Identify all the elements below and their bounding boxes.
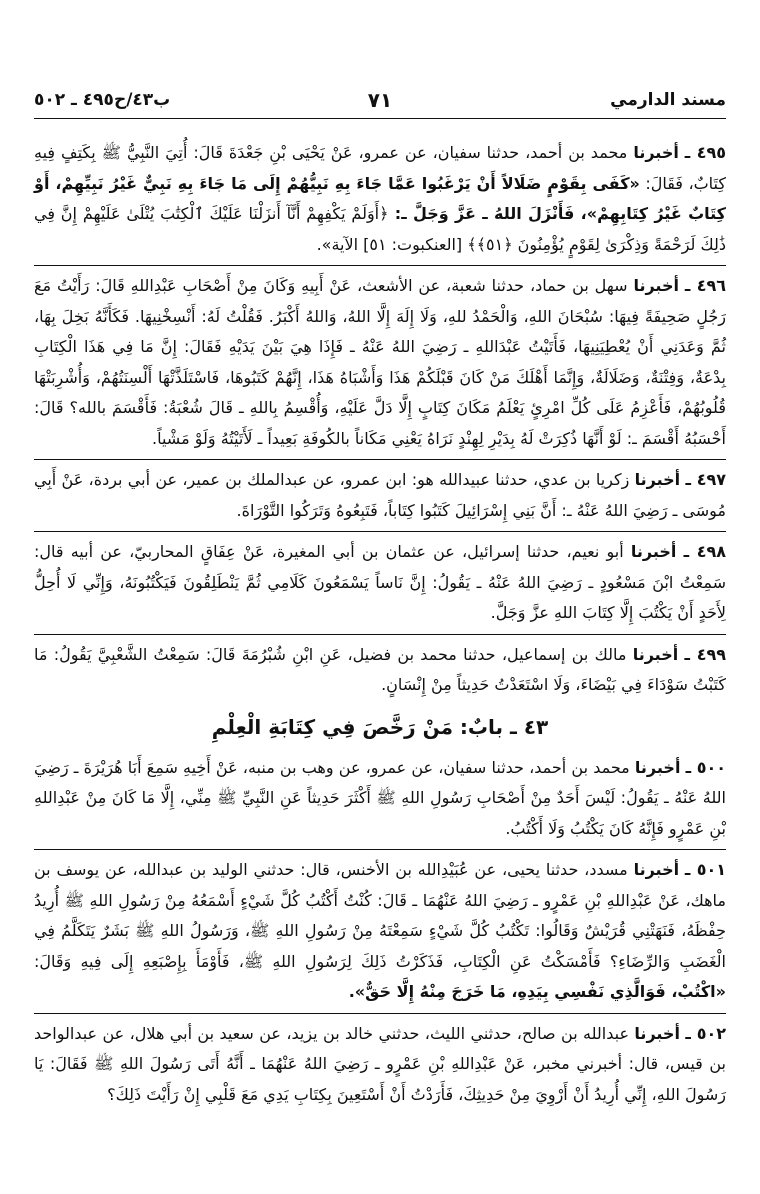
hadith-text: سهل بن حماد، حدثنا شعبة، عن الأشعث، عَنْ أَبِيهِ وَكَانَ مِنْ أَصْحَابِ عَبْدِاللهِ قَالَ: رَأَيْتُ مَعَ رَجُلٍ صَحِيفَةً فِيهَا: سُبْحَانَ اللهِ، وَالْحَمْدُ للهِ، وَلَا إِلَهَ إِلَّا اللهُ، وَاللهُ أَكْبَرُ. فَقُلْتُ لَهُ: أَنْسِخْنِيهَا. فَكَأَنَّهُ بَخِلَ بِهَا، ثُمَّ وَعَدَنِي أَنْ يُعْطِيَنِيهَا، فَأَتَيْتُ عَبْدَاللهِ ـ رَضِيَ اللهُ عَنْهُ ـ فَإِذَا هِيَ بَيْنَ يَدَيْهِ فَقَالَ: إِنَّ مَا فِي هَذَا الْكِتَابِ بِدْعَةٌ، وَفِتْنَةٌ، وَضَلَالَةٌ، وَإِنَّمَا أَهْلَكَ مَنْ كَانَ قَبْلَكُمْ هَذَا وَأَشْبَاهُ هَذَا، إِنَّهُمْ كَتَبُوهَا، فَاسْتَلَذَّتْهَا أَلْسِنَتُهُمْ، وَأُشْرِبَتْهَا قُلُوبُهُمْ، فَأَعْزِمُ عَلَى كُلِّ امْرِئٍ يَعْلَمُ مَكَانَ كِتَابٍ إِلَّا دَلَّ عَلَيْهِ، وَأُقْسِمُ بِاللهِ ـ قَالَ شُعْبَةُ: فَأَقْسَمَ بالله؟ قَالَ: أَحْسَبُهُ أَقْسَمَ ـ: لَوْ أَنَّهَا ذُكِرَتْ لَهُ بِدَيْرِ لِهِنْدٍ نَرَاهُ يَعْنِي مَكَاناً بالكُوفَةِ بَعِيداً ـ لَأَتَيْتُهُ وَلَوْ مَشْياً. (34, 276, 726, 448)
hadith-paragraph (34, 634, 726, 701)
hadith-text: محمد بن أحمد، حدثنا سفيان، عن عمرو، عَنْ يَحْيَى بْنِ جَعْدَةَ قَالَ: أُتِيَ النَّبِيُّ ﷺ بِكَتِفٍ فِيهِ كِتَابٌ، فَقَالَ: (34, 143, 726, 193)
hadith-text: مالك بن إسماعيل، حدثنا محمد بن فضيل، عَنِ ابْنِ شُبْرُمَةَ قَالَ: سَمِعْتُ الشَّعْبِيَّ يَقُولُ: مَا كَتَبْتُ سَوْدَاءَ فِي بَيْضَاءَ، وَلَا اسْتَعَدْتُ حَدِيثاً مِنْ إِنْسَانٍ. (34, 644, 726, 694)
chapter-hadith-range: ب٤٣/ح٤٩٥ ـ ٥٠٢ (34, 90, 171, 110)
narration-intro: أخبرنا (633, 860, 680, 879)
narration-intro: أخبرنا (632, 644, 679, 664)
book-title: مسند الدارمي (610, 90, 726, 110)
hadith-paragraph (34, 849, 726, 1008)
narration-intro: أخبرنا (634, 757, 681, 777)
hadith-paragraph (34, 753, 726, 845)
hadith-text: [العنكبوت: ٥١] الآية». (316, 234, 468, 254)
hadith-paragraph (34, 531, 726, 629)
narration-intro: أخبرنا (633, 143, 679, 162)
hadith-paragraph (34, 459, 726, 526)
prophetic-quote: «اكْتُبْ، فَوَالَّذِي نَفْسِي بِيَدِهِ، مَا خَرَجَ مِنْهُ إِلَّا حَقٌّ». (348, 982, 726, 1001)
running-header (34, 88, 726, 119)
hadith-number: ٤٩٩ ـ (684, 644, 726, 664)
hadith-text: عبدالله بن صالح، حدثني الليث، حدثني خالد بن يزيد، عن سعيد بن أبي هلال، عن عبدالواحد بن قيس، قال: أخبرني مخبر، عَنْ عَبْدِاللهِ بْنِ عَمْرٍو ـ رَضِيَ اللهُ عَنْهُمَا ـ أَنَّهُ أَتَى رَسُولَ اللهِ ﷺ فَقَالَ: يَا رَسُولَ اللهِ، إِنِّي أُرِيدُ أَنْ أَرْوِيَ مِنْ حَدِيثِكَ، فَأَرَدْتُ أَنْ أَسْتَعِينَ بِكِتَابِ يَدِي مَعَ قَلْبِي إِنْ رَأَيْتَ ذَلِكَ؟ (34, 1023, 726, 1104)
hadith-number: ٤٩٥ ـ (684, 143, 727, 162)
prophetic-quote: «كَفَى بِقَوْمٍ ضَلَالاً أَنْ يَرْغَبُوا عَمَّا جَاءَ بِهِ نَبِيُّهُمْ إِلَى مَا جَاءَ بِهِ نَبِيٌّ غَيْرُ نَبِيِّهِمْ، أَوْ كِتَابٌ غَيْرُ كِتَابِهِمْ» (34, 173, 726, 223)
hadith-text: أبو نعيم، حدثنا إسرائيل، عن عثمان بن أبي المغيرة، عَنْ عِفَاقٍ المحاربيّ، عن أبيه قال: سَمِعْتُ ابْنَ مَسْعُودٍ ـ رَضِيَ اللهُ عَنْهُ ـ يَقُولُ: إِنَّ نَاساً يَسْمَعُونَ كَلَامِي ثُمَّ يَنْطَلِقُونَ فَيَكْتُبُونَهُ، وَإِنِّي لَا أُحِلُّ لِأَحَدٍ أَنْ يَكْتُبَ إِلَّا كِتَابَ اللهِ عزَّ وَجَلَّ. (34, 542, 726, 622)
hadith-group-before-chapter (34, 138, 726, 701)
hadith-number: ٤٩٦ ـ (684, 276, 726, 295)
hadith-paragraph (34, 1013, 726, 1111)
hadith-paragraph (34, 138, 726, 260)
hadith-text: زكريا بن عدي، حدثنا عبيدالله هو: ابن عمرو، عن عبدالملك بن عمير، عن أبي بردة، عَنْ أَبِي مُوسَى ـ رَضِيَ اللهُ عَنْهُ ـ: أَنَّ بَنِي إِسْرَائِيلَ كَتَبُوا كِتَاباً، فَتَبِعُوهُ وَتَرَكُوا التَّوْرَاةَ. (34, 470, 726, 520)
hadith-group-after-chapter (34, 753, 726, 1111)
narration-intro: أخبرنا (633, 276, 679, 295)
page-number: ٧١ (367, 88, 393, 112)
hadith-text: مسدد، حدثنا يحيى، عن عُبَيْدِالله بن الأخنس، قال: حدثني الوليد بن عبدالله، عن يوسف بن ماهك، عَنْ عَبْدِاللهِ بْنِ عَمْرٍو ـ رَضِيَ اللهُ عَنْهُمَا ـ قَالَ: كُنْتُ أَكْتُبُ كُلَّ شَيْءٍ أَسْمَعُهُ مِنْ رَسُولِ اللهِ ﷺ أُرِيدُ حِفْظَهُ، فَنَهَتْنِي قُرَيْشٌ وَقَالُوا: تَكْتُبُ كُلَّ شَيْءٍ سَمِعْتَهُ مِنْ رَسُولِ اللهِ ﷺ، وَرَسُولُ اللهِ ﷺ بَشَرٌ يَتَكَلَّمُ فِي الْغَضَبِ وَالرِّضَاءِ؟ فَأَمْسَكْتُ عَنِ الْكِتَابِ، فَذَكَرْتُ ذَلِكَ لِرَسُولِ اللهِ ﷺ، فَأَوْمَأَ بِإِصْبَعِهِ إِلَى فِيهِ وَقَالَ: (34, 860, 726, 971)
hadith-text: محمد بن أحمد، حدثنا سفيان، عن عمرو، عن وهب بن منبه، عَنْ أَخِيهِ سَمِعَ أَبَا هُرَيْرَةَ ـ رَضِيَ اللهُ عَنْهُ ـ يَقُولُ: لَيْسَ أَحَدٌ مِنْ أَصْحَابِ رَسُولِ اللهِ ﷺ أَكْثَرَ حَدِيثاً عَنِ النَّبِيِّ ﷺ مِنِّي، إِلَّا مَا كَانَ مِنْ عَبْدِاللهِ بْنِ عَمْرٍو فَإِنَّهُ كَانَ يَكْتُبُ وَلَا أَكْتُبُ. (34, 757, 726, 838)
narration-intro: أخبرنا (634, 1023, 680, 1043)
narration-intro: أخبرنا (630, 542, 677, 561)
hadith-text: ﴿أَوَلَمْ يَكْفِهِمْ أَنَّآ أَنزَلْنَا عَلَيْكَ ٱلْكِتَٰبَ يُتْلَىٰ عَلَيْهِمْ إِنَّ فِي ذَٰلِكَ لَرَحْمَةً وَذِكْرَىٰ لِقَوْمٍ يُؤْمِنُونَ ﴿٥١﴾﴾ (34, 204, 726, 254)
hadith-number: ٤٩٨ ـ (683, 542, 726, 561)
prophetic-quote: ، فَأَنْزَلَ اللهُ ـ عَزَّ وَجَلَّ ـ: (388, 204, 587, 223)
hadith-number: ٥٠٢ ـ (685, 1023, 726, 1043)
narration-intro: أخبرنا (634, 470, 681, 489)
chapter-heading: ٤٣ ـ بابٌ: مَنْ رَخَّصَ فِي كِتَابَةِ الْعِلْمِ (211, 714, 549, 739)
hadith-paragraph (34, 265, 726, 454)
text-body (34, 138, 726, 1110)
hadith-number: ٤٩٧ ـ (685, 470, 726, 489)
hadith-number: ٥٠١ ـ (684, 860, 727, 879)
hadith-number: ٥٠٠ ـ (685, 757, 727, 777)
